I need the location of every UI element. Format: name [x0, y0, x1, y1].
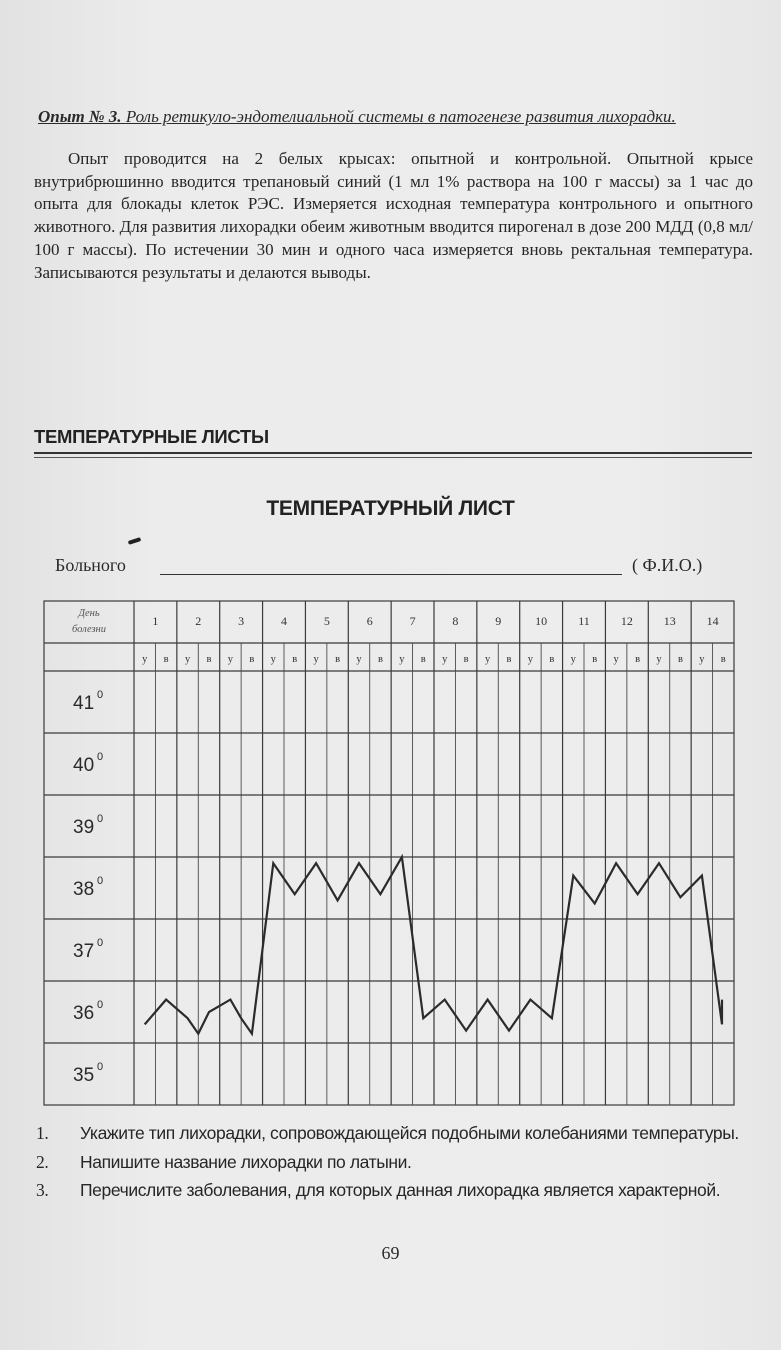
degree-mark: 0 — [97, 875, 104, 887]
evening-label: в — [506, 654, 512, 665]
morning-label: у — [142, 654, 148, 665]
section-title: ТЕМПЕРАТУРНЫЕ ЛИСТЫ — [34, 426, 269, 447]
morning-label: у — [227, 654, 234, 665]
day-number: 11 — [578, 614, 590, 628]
degree-mark: 0 — [97, 689, 104, 701]
temperature-curve — [145, 857, 722, 1034]
day-number: 4 — [281, 614, 287, 628]
page-number: 69 — [381, 1243, 400, 1263]
morning-label: у — [656, 654, 662, 665]
evening-label: в — [163, 654, 169, 665]
day-number: 14 — [706, 614, 719, 628]
degree-mark: 0 — [97, 813, 104, 825]
experiment-body: Опыт проводится на 2 белых крысах: опытной и контрольной. Опытной крысе внутрибрюшинно вводится трепановый синий (1 мл 1% раствора на 100 г массы) за 1 час до опыта для блокады клеток РЭС. Измеряется исходная температура контрольного и опытного животного. Для развития лихорадки обеим животным вводится пирогенал в дозе 200 МДД (0,8 мл/ 100 г массы). По истечении 30 мин и одного часа измеряется вновь ректальная температура. Записываются результаты и делаются выводы. — [34, 149, 753, 282]
morning-label: у — [442, 654, 448, 665]
evening-label: в — [463, 654, 469, 665]
temperature-label: 35 — [73, 1065, 95, 1086]
chart-frame — [44, 601, 734, 1105]
degree-mark: 0 — [97, 1061, 104, 1073]
evening-label: в — [377, 654, 383, 665]
morning-label: у — [570, 654, 576, 665]
degree-mark: 0 — [97, 999, 104, 1011]
questions-list — [36, 1122, 752, 1208]
evening-label: в — [335, 654, 341, 665]
day-number: 9 — [495, 614, 502, 628]
morning-label: у — [527, 654, 534, 665]
day-number: 6 — [366, 614, 373, 628]
morning-label: у — [184, 654, 191, 665]
evening-label: в — [549, 654, 555, 665]
temperature-label: 38 — [73, 879, 95, 900]
day-number: 7 — [409, 614, 416, 628]
temperature-label: 40 — [73, 755, 95, 776]
question-number: 3. — [36, 1180, 49, 1200]
morning-label: у — [699, 654, 705, 665]
day-number: 12 — [620, 614, 633, 628]
evening-label: в — [720, 654, 726, 665]
question-item — [36, 1122, 752, 1145]
temperature-label: 41 — [73, 693, 95, 714]
question-item — [36, 1151, 752, 1174]
patient-label: Больного — [55, 555, 126, 575]
temperature-label: 36 — [73, 1003, 95, 1024]
question-text: Напишите название лихорадки по латыни. — [80, 1151, 412, 1172]
question-text: Перечислите заболевания, для которых данная лихорадка является характерной. — [80, 1180, 721, 1200]
evening-label: в — [677, 654, 683, 665]
day-number: 3 — [238, 614, 245, 628]
experiment-heading-bold: Опыт № 3. — [38, 107, 122, 126]
day-number: 1 — [152, 614, 159, 628]
day-number: 13 — [663, 614, 676, 628]
sheet-title: ТЕМПЕРАТУРНЫЙ ЛИСТ — [266, 497, 515, 520]
evening-label: в — [292, 654, 298, 665]
question-text: Укажите тип лихорадки, сопровождающейся подобными колебаниями температуры. — [80, 1123, 739, 1143]
day-number: 2 — [195, 614, 202, 628]
degree-mark: 0 — [97, 937, 104, 949]
temperature-label: 39 — [73, 817, 95, 838]
evening-label: в — [249, 654, 255, 665]
question-number: 2. — [36, 1151, 49, 1172]
evening-label: в — [592, 654, 598, 665]
temperature-label: 37 — [73, 941, 95, 962]
morning-label: у — [356, 654, 362, 665]
morning-label: у — [270, 654, 276, 665]
experiment-heading-rest: Роль ретикуло-эндотелиальной системы в патогенезе развития лихорадки. — [125, 107, 676, 126]
fio-label: ( Ф.И.О.) — [632, 555, 703, 575]
evening-label: в — [420, 654, 426, 665]
morning-label: у — [399, 654, 405, 665]
day-number: 8 — [452, 614, 459, 628]
question-item — [36, 1179, 752, 1202]
degree-mark: 0 — [97, 751, 104, 763]
day-number: 5 — [323, 614, 330, 628]
day-number: 10 — [535, 614, 548, 628]
question-number: 1. — [36, 1123, 49, 1143]
header-label-illness: болезни — [71, 624, 107, 635]
evening-label: в — [206, 654, 212, 665]
header-label-day: День — [78, 608, 100, 619]
morning-label: у — [484, 654, 491, 665]
morning-label: у — [613, 654, 619, 665]
morning-label: у — [313, 654, 319, 665]
evening-label: в — [635, 654, 641, 665]
